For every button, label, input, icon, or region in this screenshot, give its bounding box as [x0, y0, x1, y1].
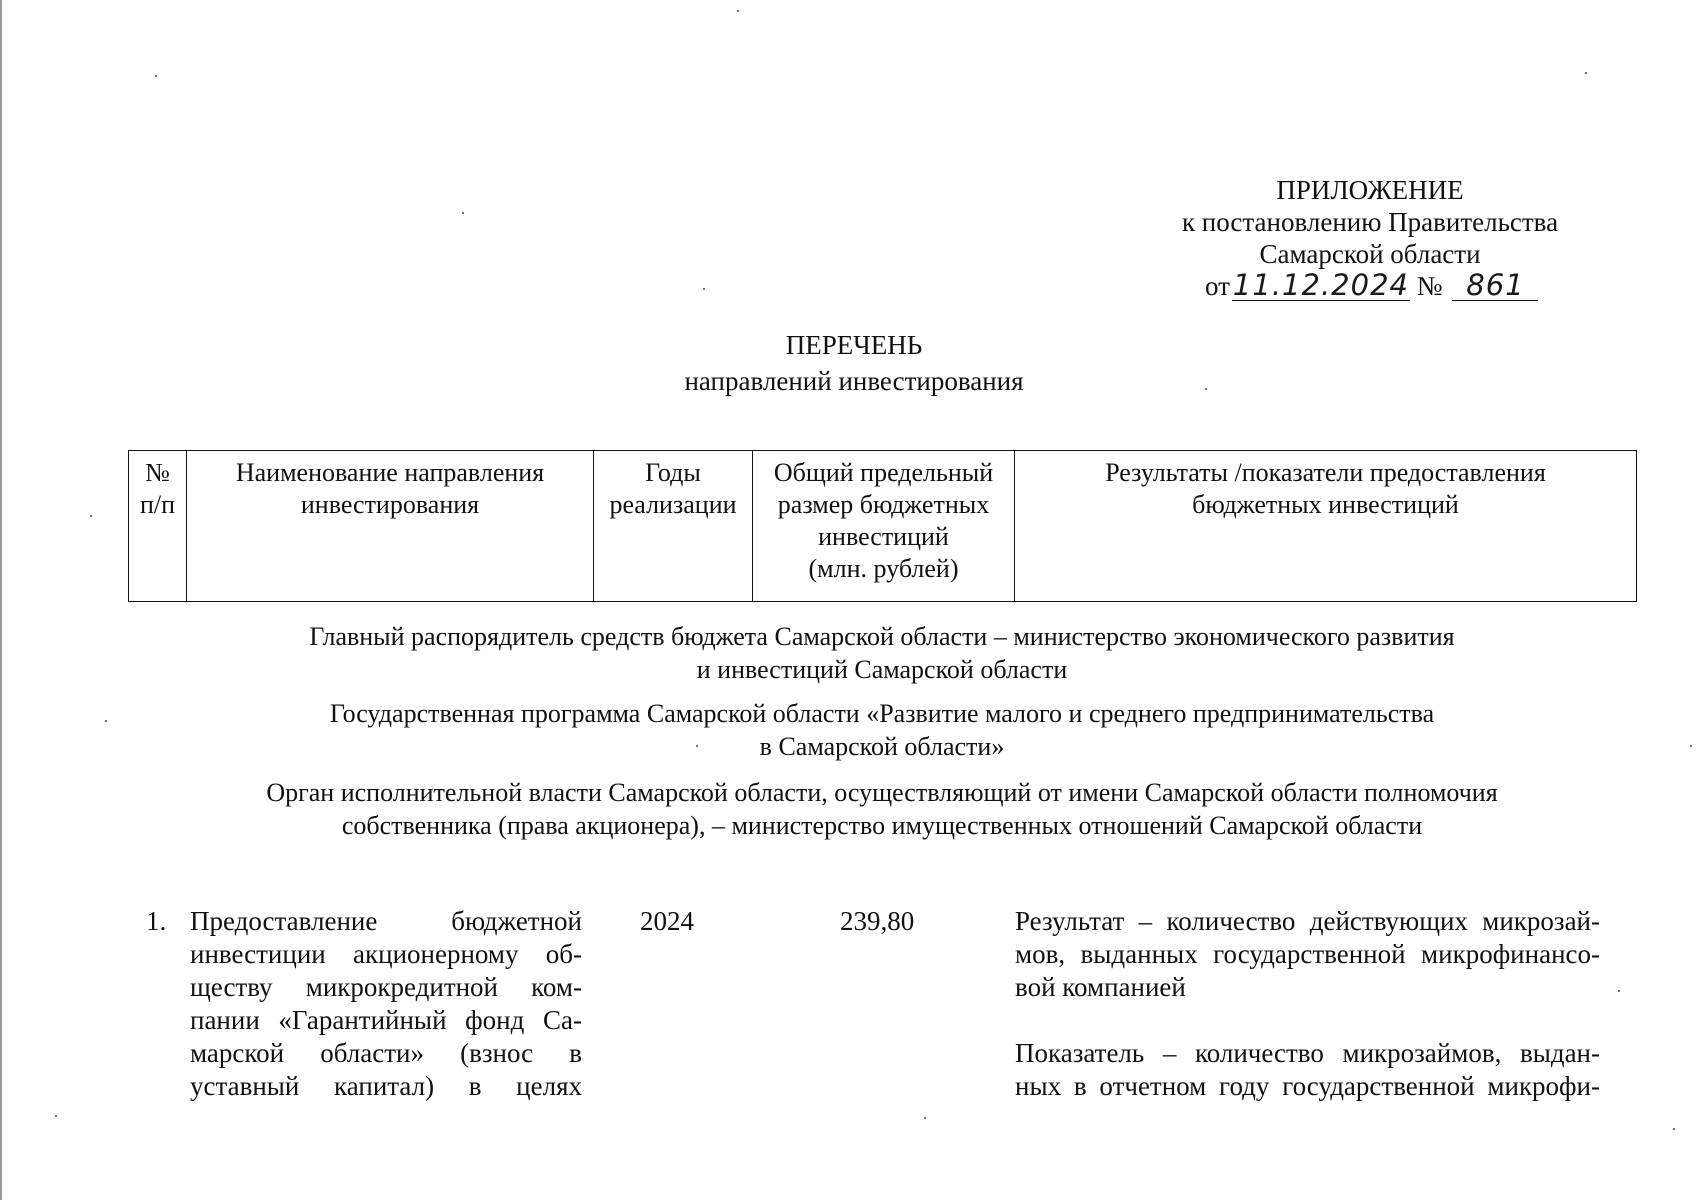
- header-line: бюджетных инвестиций: [1192, 490, 1459, 519]
- row-amount: 239,80: [840, 906, 915, 936]
- scan-speck: [1618, 990, 1620, 992]
- section-authority: [128, 776, 1636, 842]
- row-name-line: инвестиции акционерному об-: [190, 939, 582, 969]
- row-name-line: марской области» (взнос в: [190, 1038, 582, 1068]
- header-line: инвестирования: [300, 490, 480, 519]
- header-line: Результаты /показатели предоставления: [1105, 458, 1546, 487]
- header-table: [128, 450, 1637, 602]
- scan-speck: [55, 1115, 57, 1117]
- from-label: от: [1205, 271, 1230, 301]
- scan-speck: [90, 515, 92, 517]
- section-administrator: [128, 620, 1636, 686]
- result-line: мов, выданных государственной микрофинансо-: [1015, 939, 1600, 969]
- approval-title: ПРИЛОЖЕНИЕ: [1276, 175, 1464, 205]
- paragraph-gap: [1015, 1004, 1600, 1037]
- result-line: вой компанией: [1015, 972, 1186, 1002]
- approval-line: к постановлению Правительства: [1181, 207, 1559, 237]
- header-line: Общий предельный: [773, 458, 994, 487]
- scan-speck: [462, 212, 464, 214]
- section-line: Главный распорядитель средств бюджета Самарской области – министерство экономического развития: [309, 622, 1455, 651]
- header-name: [187, 451, 594, 602]
- header-results: [1015, 451, 1637, 602]
- approval-date-number: [1205, 268, 1538, 304]
- row-name-line: уставный капитал) в целях: [190, 1071, 582, 1101]
- row-number: 1.: [146, 906, 167, 936]
- scan-speck: [1690, 745, 1692, 747]
- row-name-line: пании «Гарантийный фонд Са-: [190, 1005, 582, 1035]
- row-name-line: ществу микрокредитной ком-: [190, 972, 582, 1002]
- scan-edge: [0, 0, 2, 1200]
- header-line: №: [145, 458, 170, 487]
- handwritten-date: 11.12.2024: [1232, 268, 1409, 302]
- section-line: собственника (права акционера), – министерство имущественных отношений Самарской области: [341, 811, 1423, 840]
- table-header-row: [129, 451, 1637, 602]
- scan-speck: [105, 720, 107, 722]
- header-line: (млн. рублей): [808, 554, 959, 583]
- indicator-line: ных в отчетном году государственной микрофи-: [1015, 1071, 1600, 1101]
- scan-speck: [737, 10, 739, 12]
- row-name: [190, 905, 582, 1103]
- header-line: реализации: [609, 490, 737, 519]
- number-label: №: [1416, 271, 1443, 301]
- row-years: 2024: [640, 906, 694, 936]
- result-line: Результат – количество действующих микрозай-: [1015, 906, 1600, 936]
- scan-speck: [703, 288, 705, 290]
- header-line: п/п: [139, 490, 176, 519]
- section-program: [128, 697, 1636, 763]
- scan-speck: [1585, 72, 1587, 74]
- section-line: в Самарской области»: [759, 732, 1005, 761]
- section-line: Орган исполнительной власти Самарской области, осуществляющий от имени Самарской области полномочия: [266, 778, 1498, 807]
- row-name-line: Предоставление бюджетной: [190, 906, 582, 936]
- scan-speck: [155, 75, 157, 77]
- scan-speck: [924, 1117, 926, 1119]
- document-title: ПЕРЕЧЕНЬ: [785, 330, 923, 360]
- header-line: инвестиций: [818, 522, 949, 551]
- scan-speck: [1673, 1128, 1675, 1130]
- indicator-line: Показатель – количество микрозаймов, выдан-: [1015, 1038, 1600, 1068]
- document-subtitle: направлений инвестирования: [684, 366, 1024, 396]
- section-line: и инвестиций Самарской области: [696, 655, 1068, 684]
- header-line: размер бюджетных: [777, 490, 990, 519]
- header-amount: [753, 451, 1015, 602]
- header-num: [129, 451, 187, 602]
- row-results: [1015, 905, 1600, 1103]
- approval-stamp: [1120, 174, 1620, 270]
- header-line: Наименование направления: [235, 458, 545, 487]
- header-line: Годы: [645, 458, 701, 487]
- header-years: [594, 451, 753, 602]
- approval-line: Самарской области: [1259, 239, 1481, 269]
- section-line: Государственная программа Самарской области «Развитие малого и среднего предпринимательства: [329, 699, 1435, 728]
- handwritten-number: 861: [1452, 270, 1538, 301]
